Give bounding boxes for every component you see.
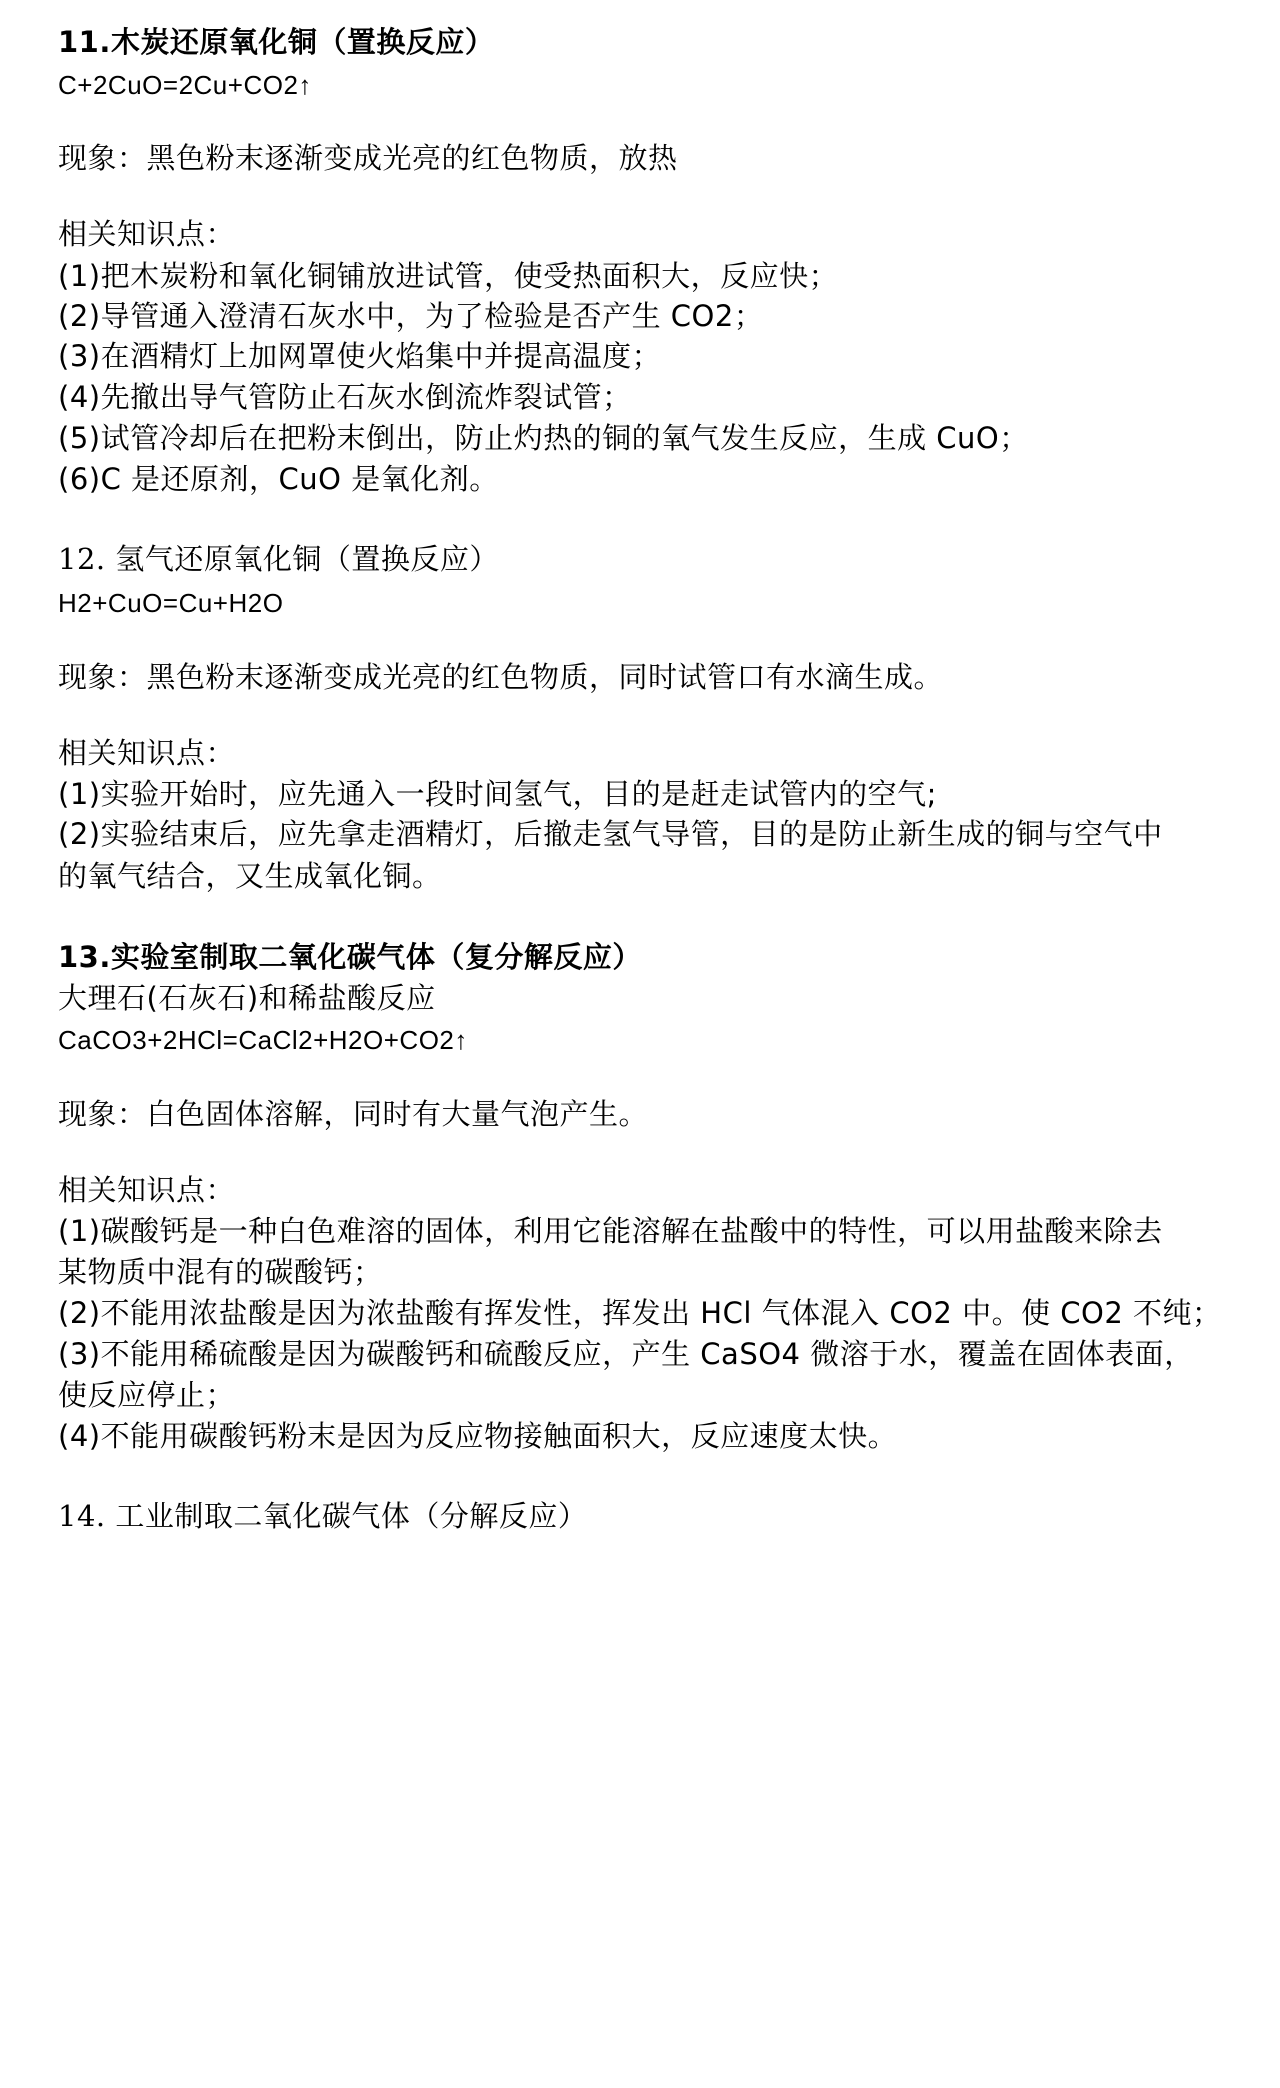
section-13-point-1: (1)碳酸钙是一种白色难溶的固体，利用它能溶解在盐酸中的特性，可以用盐酸来除去	[58, 1214, 1163, 1248]
section-11-title: 11.木炭还原氧化铜（置换反应）	[58, 25, 495, 59]
section-12-equation: H2+CuO=Cu+H2O	[58, 588, 284, 618]
section-11-phenomenon: 现象：黑色粉末逐渐变成光亮的红色物质，放热	[58, 141, 678, 175]
section-11-point-6: (6)C 是还原剂，CuO 是氧化剂。	[58, 462, 499, 496]
section-12-point-1: (1)实验开始时，应先通入一段时间氢气，目的是赶走试管内的空气;	[58, 777, 937, 811]
section-13-equation: CaCO3+2HCl=CaCl2+H2O+CO2↑	[58, 1025, 468, 1055]
section-13-point-2: (2)不能用浓盐酸是因为浓盐酸有挥发性，挥发出 HCl 气体混入 CO2 中。使 CO2 不纯；	[58, 1296, 1222, 1330]
section-12-title: 12. 氢气还原氧化铜（置换反应）	[58, 542, 499, 576]
section-13-title: 13.实验室制取二氧化碳气体（复分解反应）	[58, 940, 642, 974]
section-11-equation: C+2CuO=2Cu+CO2↑	[58, 70, 312, 100]
section-13-point-1-cont: 某物质中混有的碳酸钙；	[58, 1255, 383, 1289]
section-13-phenomenon: 现象：白色固体溶解，同时有大量气泡产生。	[58, 1097, 649, 1131]
section-13-point-3: (3)不能用稀硫酸是因为碳酸钙和硫酸反应，产生 CaSO4 微溶于水，覆盖在固体表面，	[58, 1337, 1194, 1371]
section-11-point-5: (5)试管冷却后在把粉末倒出，防止灼热的铜的氧气发生反应，生成 CuO；	[58, 421, 1029, 455]
section-11-knowledge-label: 相关知识点：	[58, 217, 236, 251]
section-11-point-3: (3)在酒精灯上加网罩使火焰集中并提高温度；	[58, 339, 662, 373]
section-13-point-3-cont: 使反应停止；	[58, 1378, 236, 1412]
section-11-point-4: (4)先撤出导气管防止石灰水倒流炸裂试管；	[58, 380, 632, 414]
section-14-title: 14. 工业制取二氧化碳气体（分解反应）	[58, 1499, 588, 1533]
section-11-point-2: (2)导管通入澄清石灰水中，为了检验是否产生 CO2；	[58, 299, 764, 333]
section-13-knowledge-label: 相关知识点：	[58, 1173, 236, 1207]
section-13-subtitle: 大理石(石灰石)和稀盐酸反应	[58, 981, 436, 1015]
section-11-point-1: (1)把木炭粉和氧化铜铺放进试管，使受热面积大，反应快；	[58, 259, 839, 293]
section-12-knowledge-label: 相关知识点：	[58, 736, 236, 770]
section-12-point-2: (2)实验结束后，应先拿走酒精灯，后撤走氢气导管，目的是防止新生成的铜与空气中	[58, 817, 1163, 851]
section-13-point-4: (4)不能用碳酸钙粉末是因为反应物接触面积大，反应速度太快。	[58, 1419, 898, 1453]
section-12-point-2-cont: 的氧气结合，又生成氧化铜。	[58, 859, 442, 893]
section-12-phenomenon: 现象：黑色粉末逐渐变成光亮的红色物质，同时试管口有水滴生成。	[58, 660, 944, 694]
